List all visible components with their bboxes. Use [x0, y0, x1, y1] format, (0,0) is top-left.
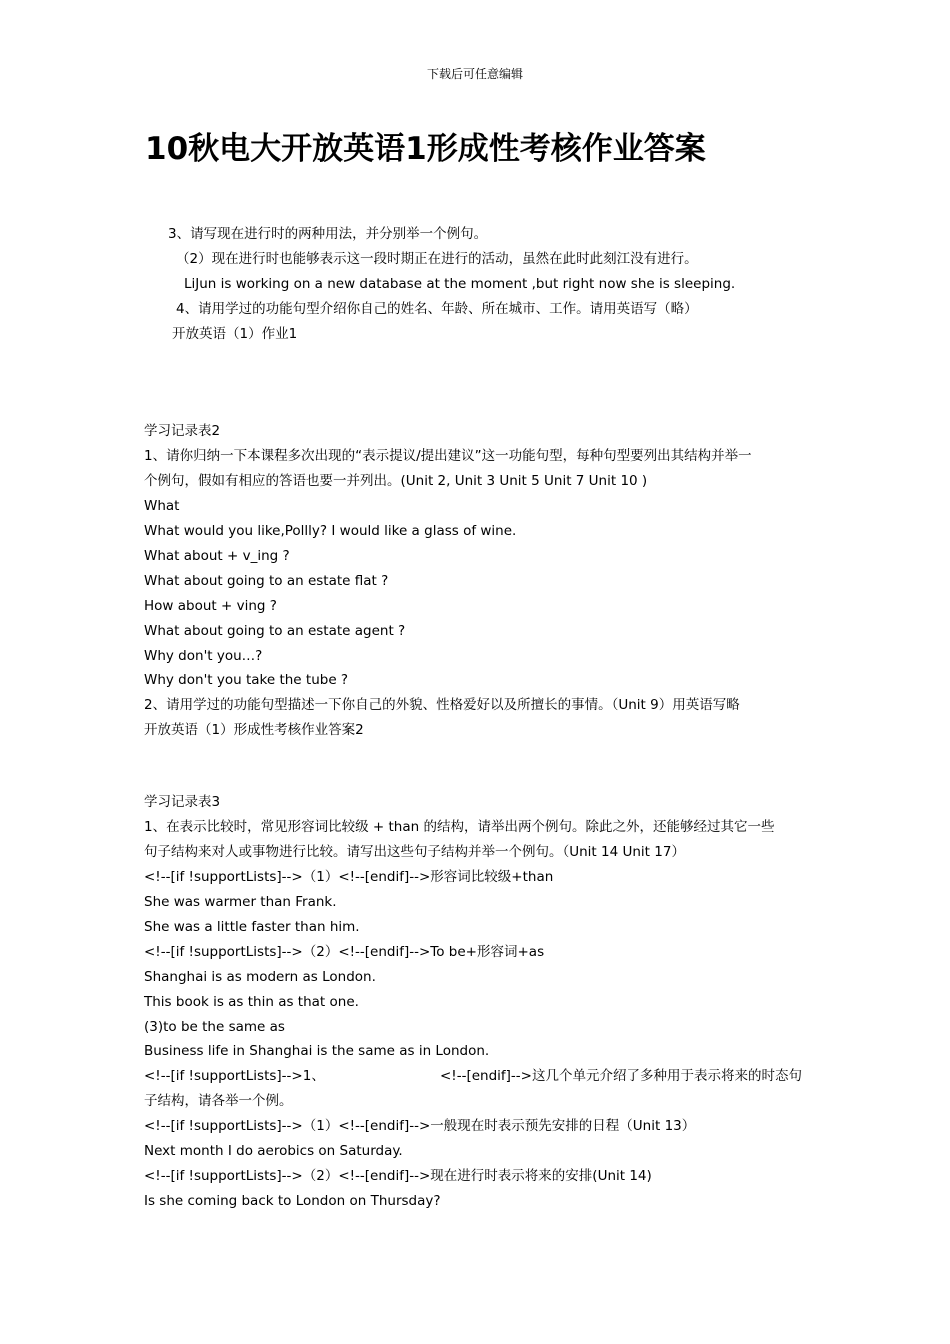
section-3-line: Is she coming back to London on Thursday?	[144, 1193, 441, 1209]
section-3-line: <!--[if !supportLists]-->（2）<!--[endif]-->To be+形容词+as	[144, 944, 545, 960]
section-3-q1-line1: 1、在表示比较时，常见形容词比较级 + than 的结构，请举出两个例句。除此之外，还能够经过其它一些	[144, 819, 775, 835]
section-3-line: <!--[if !supportLists]-->（1）<!--[endif]-->形容词比较级+than	[144, 869, 554, 885]
section-3-line: Business life in Shanghai is the same as in London.	[144, 1043, 490, 1059]
section-2-heading: 学习记录表2	[144, 423, 221, 439]
section-3-q2-line2: 子结构，请各举一个例。	[144, 1093, 293, 1109]
section-1-footer: 开放英语（1）作业1	[172, 326, 298, 342]
section-2-line: What	[144, 498, 180, 514]
section-2-q1-line2: 个例句，假如有相应的答语也要一并列出。(Unit 2, Unit 3 Unit 5 Unit 7 Unit 10 )	[144, 473, 648, 489]
section-3-line: Shanghai is as modern as London.	[144, 969, 376, 985]
section-3-q1-line2: 句子结构来对人或事物进行比较。请写出这些句子结构并举一个例句。（Unit 14 Unit 17）	[144, 844, 685, 860]
question-4: 4、请用学过的功能句型介绍你自己的姓名、年龄、所在城市、工作。请用英语写（略）	[176, 301, 698, 317]
page-header: 下载后可任意编辑	[426, 67, 523, 81]
section-3-line: <!--[if !supportLists]-->（1）<!--[endif]-->一般现在时表示预先安排的日程（Unit 13）	[144, 1118, 696, 1134]
section-2-line: What would you like,Pollly? I would like a glass of wine.	[144, 523, 517, 539]
question-3: 3、请写现在进行时的两种用法，并分别举一个例句。	[168, 226, 488, 242]
section-3-line: <!--[if !supportLists]-->（2）<!--[endif]-->现在进行时表示将来的安排(Unit 14)	[144, 1168, 652, 1184]
section-3-q2-left: <!--[if !supportLists]-->1、	[144, 1068, 325, 1084]
section-3-q2-right: <!--[endif]-->这几个单元介绍了多种用于表示将来的时态句	[440, 1068, 802, 1084]
section-3-line: This book is as thin as that one.	[144, 994, 359, 1010]
answer-3-example: LiJun is working on a new database at the moment ,but right now she is sleeping.	[184, 276, 736, 292]
section-2-line: What about + v_ing ?	[144, 548, 290, 564]
section-3-line: She was a little faster than him.	[144, 919, 360, 935]
section-2-footer: 开放英语（1）形成性考核作业答案2	[144, 722, 364, 738]
section-2-line: How about + ving ?	[144, 598, 277, 614]
section-2-line: What about going to an estate flat ?	[144, 573, 389, 589]
section-3-line: Next month I do aerobics on Saturday.	[144, 1143, 403, 1159]
section-2-q2: 2、请用学过的功能句型描述一下你自己的外貌、性格爱好以及所擅长的事情。（Unit 9）用英语写略	[144, 697, 740, 713]
answer-3-part-2: （2）现在进行时也能够表示这一段时期正在进行的活动，虽然在此时此刻江没有进行。	[176, 251, 698, 267]
section-3-line: (3)to be the same as	[144, 1019, 285, 1035]
section-2-line: What about going to an estate agent ?	[144, 623, 406, 639]
section-3-heading: 学习记录表3	[144, 794, 221, 810]
section-2-line: Why don't you…?	[144, 648, 263, 664]
document-title: 10秋电大开放英语1形成性考核作业答案	[145, 131, 706, 167]
section-2-q1-line1: 1、请你归纳一下本课程多次出现的“表示提议/提出建议”这一功能句型，每种句型要列出其结构并举一	[144, 448, 752, 464]
section-2-line: Why don't you take the tube ?	[144, 672, 349, 688]
section-3-line: She was warmer than Frank.	[144, 894, 337, 910]
